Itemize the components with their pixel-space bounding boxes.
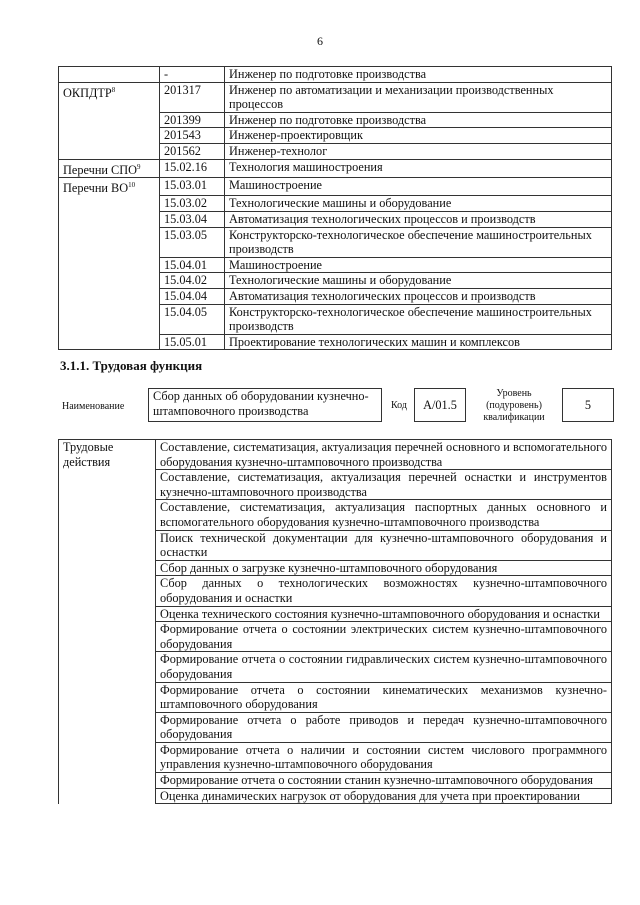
table-row bbox=[59, 440, 612, 470]
action-item: Сбор данных о технологических возможностях кузнечно-штамповочного оборудования и оснастки bbox=[156, 576, 612, 606]
table-row bbox=[59, 289, 612, 305]
table-row bbox=[59, 227, 612, 257]
group-cell bbox=[59, 82, 160, 112]
code-cell: 15.03.01 bbox=[160, 178, 225, 196]
table-row bbox=[59, 143, 612, 159]
title-cell: Автоматизация технологических процессов и производств bbox=[225, 212, 612, 228]
code-cell: 15.02.16 bbox=[160, 159, 225, 178]
group-cell bbox=[59, 334, 160, 350]
table-row bbox=[59, 304, 612, 334]
function-code-box: А/01.5 bbox=[414, 388, 466, 422]
group-cell bbox=[59, 257, 160, 273]
footnote-ref: 10 bbox=[128, 181, 136, 190]
code-cell: 15.04.05 bbox=[160, 304, 225, 334]
code-cell: 15.04.02 bbox=[160, 273, 225, 289]
qualification-codes-table bbox=[58, 66, 612, 350]
action-item: Составление, систематизация, актуализация перечней основного и вспомогательного оборудования кузнечно-штамповочного производства bbox=[156, 440, 612, 470]
action-item: Формирование отчета о состоянии станин кузнечно-штамповочного оборудования bbox=[156, 773, 612, 789]
table-row bbox=[59, 67, 612, 83]
level-label: Уровень (подуровень) квалификации bbox=[483, 388, 545, 423]
action-item: Формирование отчета о работе приводов и передач кузнечно-штамповочного оборудования bbox=[156, 712, 612, 742]
function-name-box: Сбор данных об оборудовании кузнечно-штамповочного производства bbox=[148, 388, 382, 422]
code-cell: 15.05.01 bbox=[160, 334, 225, 350]
code-cell: 201562 bbox=[160, 143, 225, 159]
group-cell bbox=[59, 304, 160, 334]
group-cell bbox=[59, 178, 160, 196]
title-cell: Инженер-проектировщик bbox=[225, 128, 612, 144]
group-cell bbox=[59, 289, 160, 305]
code-cell: - bbox=[160, 67, 225, 83]
title-cell: Машиностроение bbox=[225, 257, 612, 273]
level-box: 5 bbox=[562, 388, 614, 422]
action-item: Формирование отчета о состоянии кинематических механизмов кузнечно-штамповочного оборудования bbox=[156, 682, 612, 712]
action-item: Составление, систематизация, актуализация перечней оснастки и инструментов кузнечно-штамповочного производства bbox=[156, 470, 612, 500]
code-cell: 15.03.02 bbox=[160, 196, 225, 212]
group-cell bbox=[59, 128, 160, 144]
code-label: Код bbox=[391, 400, 407, 411]
table-row bbox=[59, 178, 612, 196]
table-row bbox=[59, 212, 612, 228]
title-cell: Технология машиностроения bbox=[225, 159, 612, 178]
title-cell: Инженер по автоматизации и механизации производственных процессов bbox=[225, 82, 612, 112]
title-cell: Конструкторско-технологическое обеспечение машиностроительных производств bbox=[225, 227, 612, 257]
action-item: Составление, систематизация, актуализация паспортных данных основного и вспомогательного оборудования кузнечно-штамповочного производства bbox=[156, 500, 612, 530]
code-cell: 201399 bbox=[160, 112, 225, 128]
group-cell bbox=[59, 67, 160, 83]
title-cell: Проектирование технологических машин и комплексов bbox=[225, 334, 612, 350]
section-title: 3.1.1. Трудовая функция bbox=[60, 358, 203, 373]
footnote-ref: 9 bbox=[137, 162, 141, 171]
code-cell: 15.03.04 bbox=[160, 212, 225, 228]
group-cell bbox=[59, 227, 160, 257]
table-row bbox=[59, 334, 612, 350]
code-cell: 15.03.05 bbox=[160, 227, 225, 257]
group-label: Перечни СПО bbox=[63, 162, 138, 177]
group-cell bbox=[59, 143, 160, 159]
action-item: Формирование отчета о состоянии электрических систем кузнечно-штамповочного оборудования bbox=[156, 622, 612, 652]
action-item: Оценка технического состояния кузнечно-штамповочного оборудования и оснастки bbox=[156, 606, 612, 622]
title-cell: Машиностроение bbox=[225, 178, 612, 196]
title-cell: Конструкторско-технологическое обеспечение машиностроительных производств bbox=[225, 304, 612, 334]
code-cell: 201543 bbox=[160, 128, 225, 144]
group-cell bbox=[59, 196, 160, 212]
group-label: ОКПДТР bbox=[63, 85, 112, 100]
title-cell: Инженер по подготовке производства bbox=[225, 112, 612, 128]
action-item: Сбор данных о загрузке кузнечно-штамповочного оборудования bbox=[156, 560, 612, 576]
action-item: Оценка динамических нагрузок от оборудования для учета при проектировании bbox=[156, 788, 612, 804]
table-row bbox=[59, 159, 612, 178]
footnote-ref: 8 bbox=[111, 85, 116, 94]
table-row bbox=[59, 273, 612, 289]
group-cell bbox=[59, 273, 160, 289]
title-cell: Технологические машины и оборудование bbox=[225, 196, 612, 212]
table-row bbox=[59, 196, 612, 212]
action-item: Формирование отчета о состоянии гидравлических систем кузнечно-штамповочного оборудования bbox=[156, 652, 612, 682]
title-cell: Автоматизация технологических процессов и производств bbox=[225, 289, 612, 305]
table-row bbox=[59, 128, 612, 144]
code-cell: 15.04.01 bbox=[160, 257, 225, 273]
table-row bbox=[59, 257, 612, 273]
actions-label: Трудовые действия bbox=[59, 440, 156, 804]
title-cell: Инженер по подготовке производства bbox=[225, 67, 612, 83]
group-cell bbox=[59, 212, 160, 228]
page-number: 6 bbox=[317, 34, 323, 48]
table-row bbox=[59, 82, 612, 112]
code-cell: 201317 bbox=[160, 82, 225, 112]
title-cell: Инженер-технолог bbox=[225, 143, 612, 159]
group-label: Перечни ВО bbox=[63, 181, 129, 196]
title-cell: Технологические машины и оборудование bbox=[225, 273, 612, 289]
code-cell: 15.04.04 bbox=[160, 289, 225, 305]
labor-actions-table bbox=[58, 439, 612, 804]
group-cell bbox=[59, 159, 160, 178]
action-item: Формирование отчета о наличии и состоянии систем числового программного управления кузнечно-штамповочного оборудования bbox=[156, 742, 612, 772]
name-label: Наименование bbox=[62, 401, 125, 412]
action-item: Поиск технической документации для кузнечно-штамповочного оборудования и оснастки bbox=[156, 530, 612, 560]
table-row bbox=[59, 112, 612, 128]
group-cell bbox=[59, 112, 160, 128]
